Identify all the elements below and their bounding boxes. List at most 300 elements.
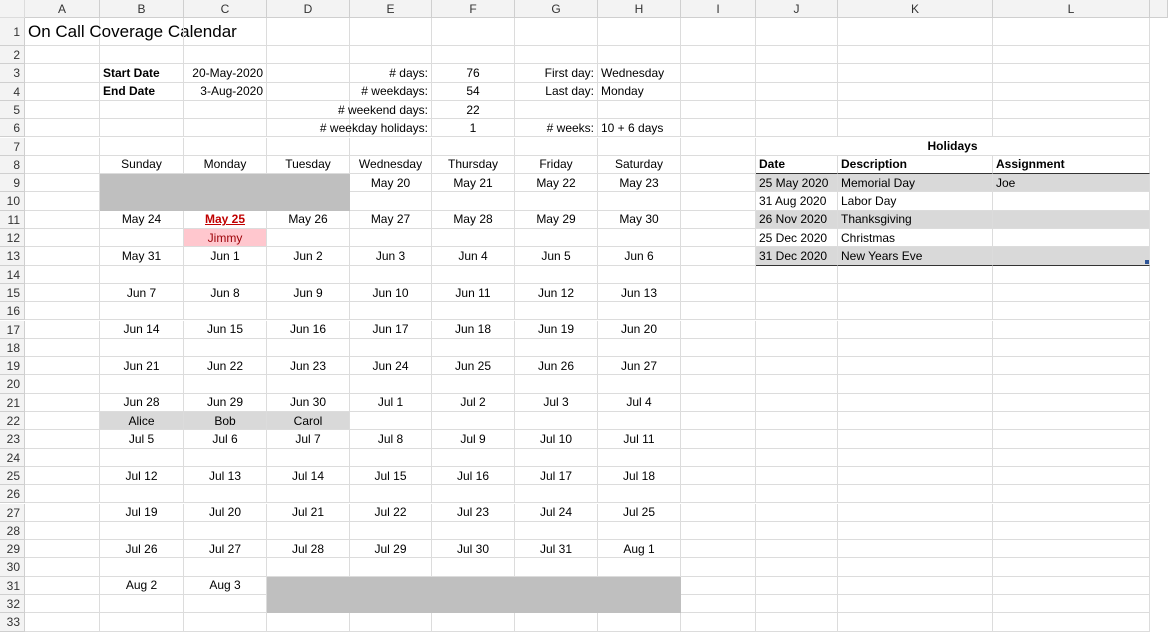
cell-i26[interactable] bbox=[681, 485, 756, 503]
cell-i31[interactable] bbox=[681, 577, 756, 595]
row-header-4[interactable]: 4 bbox=[0, 83, 25, 101]
holiday-table-cell[interactable] bbox=[993, 211, 1150, 229]
holiday-table-cell[interactable] bbox=[993, 247, 1150, 265]
cell-l25[interactable] bbox=[993, 467, 1150, 485]
cell-i32[interactable] bbox=[681, 595, 756, 613]
cell-c30[interactable] bbox=[184, 558, 267, 576]
cell-d33[interactable] bbox=[267, 613, 350, 631]
cell-h5[interactable] bbox=[598, 101, 681, 119]
cell-e7[interactable] bbox=[350, 138, 432, 156]
cell-i2[interactable] bbox=[681, 46, 756, 64]
cell-j6[interactable] bbox=[756, 119, 838, 137]
cell-i12[interactable] bbox=[681, 229, 756, 247]
row-header-2[interactable]: 2 bbox=[0, 46, 25, 64]
calendar-date-cell[interactable] bbox=[432, 321, 515, 339]
cell-c24[interactable] bbox=[184, 449, 267, 467]
cell-g26[interactable] bbox=[515, 485, 598, 503]
cell-j25[interactable] bbox=[756, 467, 838, 485]
cell-a27[interactable] bbox=[25, 504, 100, 522]
cell-i7[interactable] bbox=[681, 138, 756, 156]
calendar-date-cell[interactable] bbox=[350, 467, 432, 485]
calendar-date-cell[interactable] bbox=[350, 430, 432, 448]
cell-i25[interactable] bbox=[681, 467, 756, 485]
row-header-31[interactable]: 31 bbox=[0, 577, 25, 595]
cell-a12[interactable] bbox=[25, 229, 100, 247]
cell-g33[interactable] bbox=[515, 613, 598, 631]
row-header-1[interactable]: 1 bbox=[0, 18, 25, 46]
cell-h10[interactable] bbox=[598, 192, 681, 210]
cell-k29[interactable] bbox=[838, 540, 993, 558]
cell-a29[interactable] bbox=[25, 540, 100, 558]
cell-d16[interactable] bbox=[267, 302, 350, 320]
cell-f24[interactable] bbox=[432, 449, 515, 467]
cell-i16[interactable] bbox=[681, 302, 756, 320]
calendar-date-cell[interactable] bbox=[184, 504, 267, 522]
cell-a19[interactable] bbox=[25, 357, 100, 375]
cell-k23[interactable] bbox=[838, 430, 993, 448]
cell-j29[interactable] bbox=[756, 540, 838, 558]
cell-i19[interactable] bbox=[681, 357, 756, 375]
cell-l26[interactable] bbox=[993, 485, 1150, 503]
column-header-E[interactable]: E bbox=[350, 0, 432, 18]
cell-f30[interactable] bbox=[432, 558, 515, 576]
cell-f6[interactable] bbox=[432, 119, 515, 137]
cell-h2[interactable] bbox=[598, 46, 681, 64]
calendar-date-cell[interactable] bbox=[598, 247, 681, 265]
cell-c33[interactable] bbox=[184, 613, 267, 631]
row-header-21[interactable]: 21 bbox=[0, 394, 25, 412]
cell-e5[interactable] bbox=[337, 101, 432, 119]
column-header-L[interactable]: L bbox=[993, 0, 1150, 18]
cell-j14[interactable] bbox=[756, 266, 838, 284]
cell-g14[interactable] bbox=[515, 266, 598, 284]
calendar-date-cell[interactable] bbox=[515, 504, 598, 522]
cell-a21[interactable] bbox=[25, 394, 100, 412]
cell-d32[interactable] bbox=[267, 595, 350, 613]
cell-e12[interactable] bbox=[350, 229, 432, 247]
calendar-date-cell[interactable] bbox=[184, 247, 267, 265]
row-header-17[interactable]: 17 bbox=[0, 321, 25, 339]
cell-g10[interactable] bbox=[515, 192, 598, 210]
calendar-date-cell[interactable] bbox=[267, 211, 350, 229]
cell-h32[interactable] bbox=[598, 595, 681, 613]
cell-g31[interactable] bbox=[515, 577, 598, 595]
cell-l18[interactable] bbox=[993, 339, 1150, 357]
cell-e26[interactable] bbox=[350, 485, 432, 503]
cell-j16[interactable] bbox=[756, 302, 838, 320]
cell-l27[interactable] bbox=[993, 504, 1150, 522]
cell-k30[interactable] bbox=[838, 558, 993, 576]
cell-g4[interactable] bbox=[515, 83, 598, 101]
cell-a17[interactable] bbox=[25, 321, 100, 339]
calendar-date-cell[interactable] bbox=[267, 247, 350, 265]
cell-c32[interactable] bbox=[184, 595, 267, 613]
cell-k17[interactable] bbox=[838, 321, 993, 339]
cell-a32[interactable] bbox=[25, 595, 100, 613]
cell-h4[interactable] bbox=[598, 83, 681, 101]
cell-l6[interactable] bbox=[993, 119, 1150, 137]
cell-l30[interactable] bbox=[993, 558, 1150, 576]
cell-i10[interactable] bbox=[681, 192, 756, 210]
row-header-12[interactable]: 12 bbox=[0, 229, 25, 247]
holiday-table-cell[interactable] bbox=[838, 174, 993, 192]
cell-c26[interactable] bbox=[184, 485, 267, 503]
cell-c14[interactable] bbox=[184, 266, 267, 284]
cell-i3[interactable] bbox=[681, 64, 756, 82]
cell-b12[interactable] bbox=[100, 229, 184, 247]
calendar-date-cell[interactable] bbox=[515, 174, 598, 192]
cell-k32[interactable] bbox=[838, 595, 993, 613]
cell-b30[interactable] bbox=[100, 558, 184, 576]
cell-b28[interactable] bbox=[100, 522, 184, 540]
cell-a10[interactable] bbox=[25, 192, 100, 210]
holiday-table-cell[interactable] bbox=[993, 229, 1150, 247]
holiday-table-cell[interactable] bbox=[838, 229, 993, 247]
column-header-A[interactable]: A bbox=[25, 0, 100, 18]
cell-e28[interactable] bbox=[350, 522, 432, 540]
cell-h33[interactable] bbox=[598, 613, 681, 631]
row-header-22[interactable]: 22 bbox=[0, 412, 25, 430]
cell-h28[interactable] bbox=[598, 522, 681, 540]
cell-a5[interactable] bbox=[25, 101, 100, 119]
calendar-date-cell[interactable] bbox=[267, 394, 350, 412]
cell-f33[interactable] bbox=[432, 613, 515, 631]
cell-l19[interactable] bbox=[993, 357, 1150, 375]
cell-i29[interactable] bbox=[681, 540, 756, 558]
calendar-date-cell[interactable] bbox=[100, 504, 184, 522]
calendar-date-cell[interactable] bbox=[598, 430, 681, 448]
cell-k16[interactable] bbox=[838, 302, 993, 320]
row-header-14[interactable]: 14 bbox=[0, 266, 25, 284]
cell-g3[interactable] bbox=[515, 64, 598, 82]
cell-i6[interactable] bbox=[681, 119, 756, 137]
cell-i17[interactable] bbox=[681, 321, 756, 339]
row-header-11[interactable]: 11 bbox=[0, 211, 25, 229]
cell-a30[interactable] bbox=[25, 558, 100, 576]
cell-l31[interactable] bbox=[993, 577, 1150, 595]
cell-b20[interactable] bbox=[100, 375, 184, 393]
calendar-date-cell[interactable] bbox=[350, 504, 432, 522]
cell-l17[interactable] bbox=[993, 321, 1150, 339]
cell-j32[interactable] bbox=[756, 595, 838, 613]
cell-b5[interactable] bbox=[100, 101, 184, 119]
cell-c9[interactable] bbox=[184, 174, 267, 192]
calendar-date-cell[interactable] bbox=[350, 247, 432, 265]
calendar-date-cell[interactable] bbox=[515, 394, 598, 412]
calendar-date-cell[interactable] bbox=[100, 394, 184, 412]
cell-c4[interactable] bbox=[184, 83, 267, 101]
cell-b24[interactable] bbox=[100, 449, 184, 467]
calendar-date-cell[interactable] bbox=[100, 357, 184, 375]
cell-h16[interactable] bbox=[598, 302, 681, 320]
cell-i33[interactable] bbox=[681, 613, 756, 631]
cell-e30[interactable] bbox=[350, 558, 432, 576]
assignment-cell[interactable] bbox=[267, 412, 350, 430]
cell-b4[interactable] bbox=[100, 83, 184, 101]
calendar-date-cell[interactable] bbox=[184, 540, 267, 558]
calendar-date-cell[interactable] bbox=[432, 504, 515, 522]
row-header-27[interactable]: 27 bbox=[0, 504, 25, 522]
cell-j18[interactable] bbox=[756, 339, 838, 357]
cell-k20[interactable] bbox=[838, 375, 993, 393]
cell-h18[interactable] bbox=[598, 339, 681, 357]
calendar-date-cell[interactable] bbox=[267, 284, 350, 302]
calendar-date-cell[interactable] bbox=[350, 284, 432, 302]
cell-e33[interactable] bbox=[350, 613, 432, 631]
calendar-date-cell[interactable] bbox=[598, 504, 681, 522]
cell-i20[interactable] bbox=[681, 375, 756, 393]
cell-f8[interactable] bbox=[432, 156, 515, 174]
cell-b16[interactable] bbox=[100, 302, 184, 320]
calendar-date-cell[interactable] bbox=[598, 321, 681, 339]
calendar-date-cell[interactable] bbox=[350, 357, 432, 375]
cell-l24[interactable] bbox=[993, 449, 1150, 467]
calendar-date-cell[interactable] bbox=[432, 467, 515, 485]
calendar-date-cell[interactable] bbox=[100, 467, 184, 485]
cell-e8[interactable] bbox=[350, 156, 432, 174]
cell-f22[interactable] bbox=[432, 412, 515, 430]
calendar-date-cell[interactable] bbox=[350, 174, 432, 192]
assignment-cell[interactable] bbox=[100, 412, 184, 430]
cell-j20[interactable] bbox=[756, 375, 838, 393]
cell-d30[interactable] bbox=[267, 558, 350, 576]
column-header-J[interactable]: J bbox=[756, 0, 838, 18]
cell-a26[interactable] bbox=[25, 485, 100, 503]
assignment-cell[interactable] bbox=[184, 412, 267, 430]
cell-d14[interactable] bbox=[267, 266, 350, 284]
cell-l22[interactable] bbox=[993, 412, 1150, 430]
cell-a8[interactable] bbox=[25, 156, 100, 174]
cell-l15[interactable] bbox=[993, 284, 1150, 302]
column-header-I[interactable]: I bbox=[681, 0, 756, 18]
cell-k21[interactable] bbox=[838, 394, 993, 412]
cell-d20[interactable] bbox=[267, 375, 350, 393]
holiday-table-cell[interactable] bbox=[756, 211, 838, 229]
calendar-date-cell[interactable] bbox=[184, 211, 267, 229]
cell-k6[interactable] bbox=[838, 119, 993, 137]
cell-h7[interactable] bbox=[598, 138, 681, 156]
cell-d4[interactable] bbox=[267, 83, 350, 101]
cell-i8[interactable] bbox=[681, 156, 756, 174]
calendar-date-cell[interactable] bbox=[432, 357, 515, 375]
calendar-date-cell[interactable] bbox=[515, 467, 598, 485]
cell-h24[interactable] bbox=[598, 449, 681, 467]
calendar-date-cell[interactable] bbox=[267, 357, 350, 375]
row-header-20[interactable]: 20 bbox=[0, 375, 25, 393]
cell-f1[interactable] bbox=[432, 18, 515, 46]
calendar-date-cell[interactable] bbox=[432, 211, 515, 229]
cell-i23[interactable] bbox=[681, 430, 756, 448]
cell-d12[interactable] bbox=[267, 229, 350, 247]
row-header-25[interactable]: 25 bbox=[0, 467, 25, 485]
cell-j7[interactable] bbox=[756, 138, 1150, 156]
cell-k14[interactable] bbox=[838, 266, 993, 284]
cell-d10[interactable] bbox=[267, 192, 350, 210]
cell-f14[interactable] bbox=[432, 266, 515, 284]
cell-f10[interactable] bbox=[432, 192, 515, 210]
cell-a4[interactable] bbox=[25, 83, 100, 101]
cell-j19[interactable] bbox=[756, 357, 838, 375]
holiday-table-cell[interactable] bbox=[838, 211, 993, 229]
cell-k3[interactable] bbox=[838, 64, 993, 82]
row-header-7[interactable]: 7 bbox=[0, 138, 25, 156]
cell-e31[interactable] bbox=[350, 577, 432, 595]
cell-a28[interactable] bbox=[25, 522, 100, 540]
cell-b6[interactable] bbox=[100, 119, 184, 137]
cell-l3[interactable] bbox=[993, 64, 1150, 82]
cell-i15[interactable] bbox=[681, 284, 756, 302]
cell-f20[interactable] bbox=[432, 375, 515, 393]
cell-f7[interactable] bbox=[432, 138, 515, 156]
cell-c2[interactable] bbox=[184, 46, 267, 64]
cell-g12[interactable] bbox=[515, 229, 598, 247]
cell-e4[interactable] bbox=[350, 83, 432, 101]
cell-k26[interactable] bbox=[838, 485, 993, 503]
cell-k31[interactable] bbox=[838, 577, 993, 595]
cell-f28[interactable] bbox=[432, 522, 515, 540]
holiday-table-cell[interactable] bbox=[756, 229, 838, 247]
cell-h22[interactable] bbox=[598, 412, 681, 430]
calendar-date-cell[interactable] bbox=[432, 430, 515, 448]
cell-a24[interactable] bbox=[25, 449, 100, 467]
cell-h14[interactable] bbox=[598, 266, 681, 284]
cell-a6[interactable] bbox=[25, 119, 100, 137]
cell-c20[interactable] bbox=[184, 375, 267, 393]
cell-a20[interactable] bbox=[25, 375, 100, 393]
cell-i22[interactable] bbox=[681, 412, 756, 430]
cell-d7[interactable] bbox=[267, 138, 350, 156]
row-header-33[interactable]: 33 bbox=[0, 613, 25, 631]
cell-l32[interactable] bbox=[993, 595, 1150, 613]
cell-g1[interactable] bbox=[515, 18, 598, 46]
cell-j28[interactable] bbox=[756, 522, 838, 540]
cell-e1[interactable] bbox=[350, 18, 432, 46]
cell-a22[interactable] bbox=[25, 412, 100, 430]
cell-a11[interactable] bbox=[25, 211, 100, 229]
holiday-table-cell[interactable] bbox=[756, 174, 838, 192]
cell-j21[interactable] bbox=[756, 394, 838, 412]
cell-b33[interactable] bbox=[100, 613, 184, 631]
cell-i4[interactable] bbox=[681, 83, 756, 101]
cell-e6[interactable] bbox=[319, 119, 432, 137]
calendar-date-cell[interactable] bbox=[350, 394, 432, 412]
cell-e16[interactable] bbox=[350, 302, 432, 320]
cell-i27[interactable] bbox=[681, 504, 756, 522]
cell-g30[interactable] bbox=[515, 558, 598, 576]
cell-b1[interactable] bbox=[100, 18, 184, 46]
cell-j3[interactable] bbox=[756, 64, 838, 82]
cell-d31[interactable] bbox=[267, 577, 350, 595]
cell-j27[interactable] bbox=[756, 504, 838, 522]
cell-g18[interactable] bbox=[515, 339, 598, 357]
cell-j24[interactable] bbox=[756, 449, 838, 467]
cell-l29[interactable] bbox=[993, 540, 1150, 558]
cell-g7[interactable] bbox=[515, 138, 598, 156]
cell-l1[interactable] bbox=[993, 18, 1150, 46]
row-header-23[interactable]: 23 bbox=[0, 430, 25, 448]
cell-e10[interactable] bbox=[350, 192, 432, 210]
cell-j4[interactable] bbox=[756, 83, 838, 101]
cell-i24[interactable] bbox=[681, 449, 756, 467]
sheet-title[interactable] bbox=[25, 18, 237, 46]
cell-k5[interactable] bbox=[838, 101, 993, 119]
cell-e20[interactable] bbox=[350, 375, 432, 393]
cell-e3[interactable] bbox=[350, 64, 432, 82]
row-header-6[interactable]: 6 bbox=[0, 119, 25, 137]
cell-b18[interactable] bbox=[100, 339, 184, 357]
cell-h30[interactable] bbox=[598, 558, 681, 576]
cell-l8[interactable] bbox=[993, 156, 1150, 174]
cell-i9[interactable] bbox=[681, 174, 756, 192]
cell-f3[interactable] bbox=[432, 64, 515, 82]
cell-g6[interactable] bbox=[515, 119, 598, 137]
cell-l16[interactable] bbox=[993, 302, 1150, 320]
column-header-C[interactable]: C bbox=[184, 0, 267, 18]
column-header-D[interactable]: D bbox=[267, 0, 350, 18]
cell-i30[interactable] bbox=[681, 558, 756, 576]
cell-d28[interactable] bbox=[267, 522, 350, 540]
cell-k2[interactable] bbox=[838, 46, 993, 64]
cell-a16[interactable] bbox=[25, 302, 100, 320]
table-resize-handle[interactable] bbox=[1145, 260, 1149, 264]
cell-a14[interactable] bbox=[25, 266, 100, 284]
calendar-date-cell[interactable] bbox=[432, 247, 515, 265]
calendar-date-cell[interactable] bbox=[598, 467, 681, 485]
cell-k8[interactable] bbox=[838, 156, 993, 174]
calendar-date-cell[interactable] bbox=[100, 430, 184, 448]
cell-i13[interactable] bbox=[681, 247, 756, 265]
calendar-date-cell[interactable] bbox=[598, 357, 681, 375]
cell-b32[interactable] bbox=[100, 595, 184, 613]
cell-l5[interactable] bbox=[993, 101, 1150, 119]
row-header-13[interactable]: 13 bbox=[0, 247, 25, 265]
calendar-date-cell[interactable] bbox=[267, 540, 350, 558]
cell-b3[interactable] bbox=[100, 64, 184, 82]
cell-j1[interactable] bbox=[756, 18, 838, 46]
cell-j26[interactable] bbox=[756, 485, 838, 503]
cell-a3[interactable] bbox=[25, 64, 100, 82]
calendar-date-cell[interactable] bbox=[267, 321, 350, 339]
assignment-cell[interactable] bbox=[184, 229, 267, 247]
cell-c5[interactable] bbox=[184, 101, 267, 119]
cell-j30[interactable] bbox=[756, 558, 838, 576]
column-header-G[interactable]: G bbox=[515, 0, 598, 18]
cell-l4[interactable] bbox=[993, 83, 1150, 101]
calendar-date-cell[interactable] bbox=[598, 211, 681, 229]
cell-e18[interactable] bbox=[350, 339, 432, 357]
cell-g5[interactable] bbox=[515, 101, 598, 119]
calendar-date-cell[interactable] bbox=[598, 540, 681, 558]
cell-h31[interactable] bbox=[598, 577, 681, 595]
calendar-date-cell[interactable] bbox=[515, 540, 598, 558]
holiday-table-cell[interactable] bbox=[838, 247, 993, 265]
cell-f12[interactable] bbox=[432, 229, 515, 247]
cell-a2[interactable] bbox=[25, 46, 100, 64]
cell-e22[interactable] bbox=[350, 412, 432, 430]
cell-f32[interactable] bbox=[432, 595, 515, 613]
cell-k28[interactable] bbox=[838, 522, 993, 540]
cell-a9[interactable] bbox=[25, 174, 100, 192]
cell-g24[interactable] bbox=[515, 449, 598, 467]
row-header-8[interactable]: 8 bbox=[0, 156, 25, 174]
cell-g16[interactable] bbox=[515, 302, 598, 320]
cell-l33[interactable] bbox=[993, 613, 1150, 631]
cell-k19[interactable] bbox=[838, 357, 993, 375]
cell-i1[interactable] bbox=[681, 18, 756, 46]
calendar-date-cell[interactable] bbox=[432, 540, 515, 558]
cell-i11[interactable] bbox=[681, 211, 756, 229]
cell-k27[interactable] bbox=[838, 504, 993, 522]
